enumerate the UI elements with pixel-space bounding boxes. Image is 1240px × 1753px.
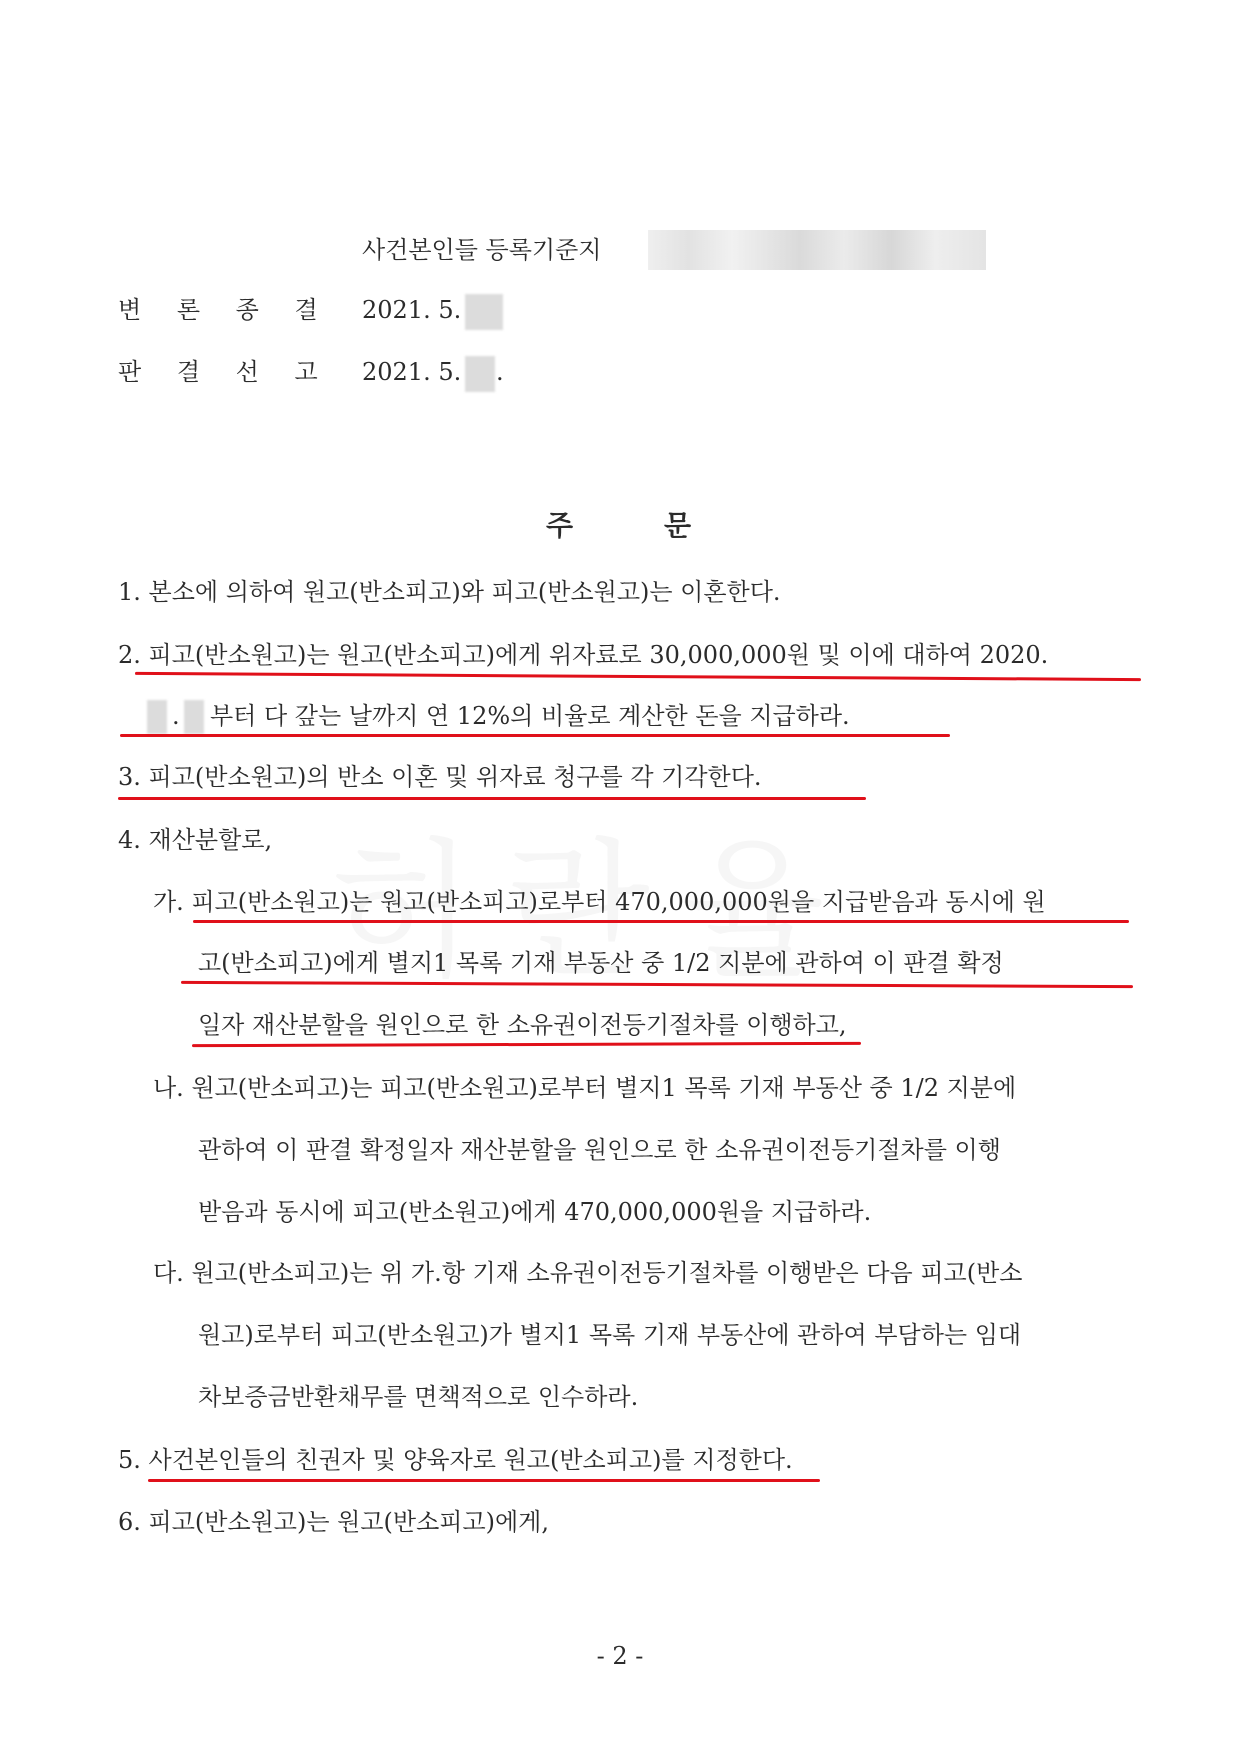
- section-title-left: 주: [546, 509, 575, 542]
- item-4a-line-2: 고(반소피고)에게 별지1 목록 기재 부동산 중 1/2 지분에 관하여 이 판결 확정: [198, 949, 1004, 977]
- hearing-end-date: 2021. 5.: [362, 296, 462, 324]
- item-2-dot: .: [172, 702, 180, 730]
- underline-item-4a-1: [193, 920, 1129, 923]
- item-2-line-2: 부터 다 갚는 날까지 연 12%의 비율로 계산한 돈을 지급하라.: [210, 702, 850, 730]
- item-4a-line-3: 일자 재산분할을 원인으로 한 소유권이전등기절차를 이행하고,: [198, 1011, 847, 1039]
- item-4: 4. 재산분할로,: [118, 826, 273, 854]
- item-4c-line-2: 원고)로부터 피고(반소원고)가 별지1 목록 기재 부동산에 관하여 부담하는 임대: [198, 1321, 1022, 1349]
- item-4b-line-3: 받음과 동시에 피고(반소원고)에게 470,000,000원을 지급하라.: [198, 1198, 872, 1226]
- verdict-date-suffix: .: [496, 358, 504, 386]
- redacted-hearing-day: [465, 294, 503, 330]
- item-4b-line-1: 나. 원고(반소피고)는 피고(반소원고)로부터 별지1 목록 기재 부동산 중 1/2 지분에: [153, 1074, 1017, 1102]
- redacted-item-2-day: [184, 700, 204, 734]
- item-5: 5. 사건본인들의 친권자 및 양육자로 원고(반소피고)를 지정한다.: [118, 1446, 793, 1474]
- item-4c-line-3: 차보증금반환채무를 면책적으로 인수하라.: [198, 1383, 639, 1411]
- verdict-label: 판 결 선 고: [118, 358, 332, 386]
- page-number: - 2 -: [596, 1642, 644, 1670]
- item-4b-line-2: 관하여 이 판결 확정일자 재산분할을 원인으로 한 소유권이전등기절차를 이행: [198, 1136, 1001, 1164]
- section-title-right: 문: [664, 509, 693, 542]
- redacted-verdict-day: [465, 356, 495, 392]
- item-3: 3. 피고(반소원고)의 반소 이혼 및 위자료 청구를 각 기각한다.: [118, 763, 762, 791]
- redacted-registration: [648, 230, 986, 270]
- item-1: 1. 본소에 의하여 원고(반소피고)와 피고(반소원고)는 이혼한다.: [118, 578, 781, 606]
- item-6: 6. 피고(반소원고)는 원고(반소피고)에게,: [118, 1508, 549, 1536]
- redacted-item-2-month: [147, 700, 167, 734]
- underline-item-2-b: [120, 734, 950, 737]
- item-2-line-1: 2. 피고(반소원고)는 원고(반소피고)에게 위자료로 30,000,000원 및 이에 대하여 2020.: [118, 641, 1049, 669]
- hearing-end-label: 변 론 종 결: [118, 296, 332, 324]
- item-4a-line-1: 가. 피고(반소원고)는 원고(반소피고)로부터 470,000,000원을 지급받음과 동시에 원: [153, 888, 1046, 916]
- underline-item-5: [148, 1479, 820, 1482]
- verdict-date: 2021. 5.: [362, 358, 462, 386]
- item-4c-line-1: 다. 원고(반소피고)는 위 가.항 기재 소유권이전등기절차를 이행받은 다음 피고(반소: [153, 1259, 1023, 1287]
- registration-label: 사건본인들 등록기준지: [362, 236, 602, 264]
- underline-item-3: [118, 797, 866, 800]
